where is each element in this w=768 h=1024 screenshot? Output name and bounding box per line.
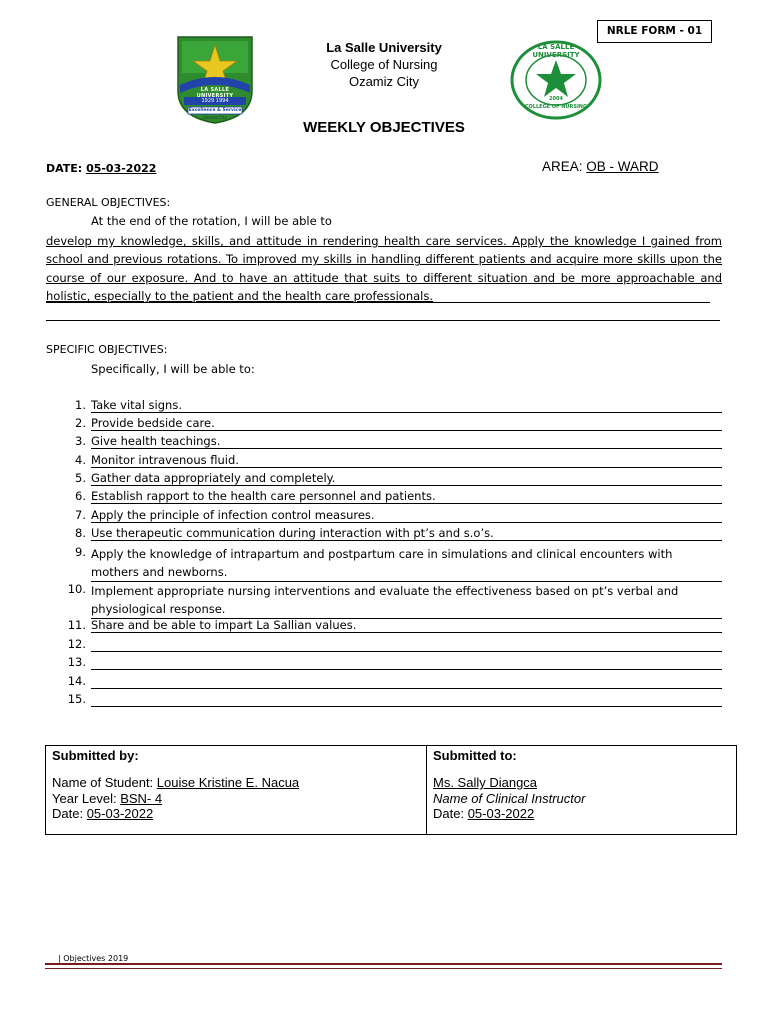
date-label: DATE: bbox=[46, 162, 83, 175]
instructor-name: Ms. Sally Diangca bbox=[433, 775, 538, 790]
objective-item bbox=[46, 545, 722, 581]
objective-number: 8. bbox=[75, 526, 86, 540]
submitted-to-cell bbox=[427, 746, 736, 834]
submitted-by-heading: Submitted by: bbox=[52, 748, 139, 763]
date-row bbox=[46, 162, 156, 175]
instructor-caption: Name of Clinical Instructor bbox=[433, 791, 586, 806]
objective-blank-line bbox=[91, 637, 722, 652]
objective-item bbox=[46, 582, 722, 618]
submitted-by-date-label: Date: bbox=[52, 806, 84, 821]
submitted-to-date-value: 05-03-2022 bbox=[467, 806, 535, 821]
seal-college-text: COLLEGE OF NURSING bbox=[524, 104, 588, 110]
seal-year: 2004 bbox=[549, 96, 563, 102]
submitted-by-date-value: 05-03-2022 bbox=[86, 806, 154, 821]
city-name: Ozamiz City bbox=[348, 74, 420, 89]
university-name: La Salle University bbox=[326, 40, 442, 55]
submitted-to-date-row bbox=[433, 806, 534, 821]
objective-item bbox=[46, 434, 722, 452]
shield-banner-text: LA SALLE UNIVERSITY bbox=[196, 87, 234, 99]
general-objectives-intro: At the end of the rotation, I will be able to bbox=[91, 214, 332, 228]
objective-text: Use therapeutic communication during interaction with pt’s and s.o’s. bbox=[91, 526, 722, 541]
objective-item bbox=[46, 471, 722, 489]
objective-item bbox=[46, 453, 722, 471]
objective-text: Establish rapport to the health care personnel and patients. bbox=[91, 489, 722, 504]
general-blank-line bbox=[46, 320, 720, 321]
year-level-row bbox=[52, 791, 162, 806]
submitted-by-date-row bbox=[52, 806, 153, 821]
objective-number: 4. bbox=[75, 453, 86, 467]
objective-text: Gather data appropriately and completely. bbox=[91, 471, 722, 486]
shield-years: 1929 1994 bbox=[201, 98, 229, 104]
footer-rule bbox=[45, 963, 722, 969]
objective-item bbox=[46, 526, 722, 544]
objective-number: 6. bbox=[75, 489, 86, 503]
submitted-to-heading: Submitted to: bbox=[433, 748, 517, 763]
shield-city: Ozamiz City bbox=[203, 115, 227, 120]
objective-number: 5. bbox=[75, 471, 86, 485]
specific-objectives-heading: SPECIFIC OBJECTIVES: bbox=[46, 343, 168, 356]
objective-blank-line bbox=[91, 655, 722, 670]
objective-number: 2. bbox=[75, 416, 86, 430]
submission-table bbox=[45, 745, 737, 835]
objective-number: 1. bbox=[75, 398, 86, 412]
objective-number: 14. bbox=[67, 674, 86, 688]
seal-ring-text: LA SALLE UNIVERSITY bbox=[532, 43, 580, 59]
objective-item bbox=[46, 618, 722, 636]
objective-text: Monitor intravenous fluid. bbox=[91, 453, 722, 468]
specific-objectives-intro: Specifically, I will be able to: bbox=[91, 362, 255, 376]
objective-item bbox=[46, 692, 722, 710]
document-title: WEEKLY OBJECTIVES bbox=[303, 119, 465, 136]
area-label: AREA: bbox=[542, 159, 583, 174]
objective-number: 3. bbox=[75, 434, 86, 448]
general-objectives-body bbox=[46, 232, 722, 305]
objective-text: Implement appropriate nursing interventions and evaluate the effectiveness based on pt’s verbal and physiological response. bbox=[91, 582, 722, 619]
general-fill-line bbox=[46, 302, 710, 303]
footer-label: | Objectives 2019 bbox=[58, 954, 129, 963]
objective-item bbox=[46, 398, 722, 416]
college-name: College of Nursing bbox=[330, 57, 438, 72]
objective-number: 15. bbox=[67, 692, 86, 706]
shield-motto: Excellence & Service bbox=[188, 108, 242, 113]
objective-blank-line bbox=[91, 674, 722, 689]
objective-number: 7. bbox=[75, 508, 86, 522]
objective-item bbox=[46, 489, 722, 507]
submitted-by-cell bbox=[46, 746, 427, 834]
area-row bbox=[542, 159, 659, 174]
objective-number: 11. bbox=[67, 618, 86, 632]
objective-item bbox=[46, 508, 722, 526]
general-objectives-text: develop my knowledge, skills, and attitude in rendering health care services. Apply the knowledge I gained from school and previous rotations. To improved my skills in handling different patients and acquire more skills upon the course of our exposure. And to have an attitude that suits to different situation and be more approachable and holistic, especially to the patient and the health care professionals. bbox=[46, 234, 722, 303]
objective-text: Give health teachings. bbox=[91, 434, 722, 449]
date-value: 05-03-2022 bbox=[86, 162, 157, 175]
objective-blank-line bbox=[91, 692, 722, 707]
objective-text: Share and be able to impart La Sallian values. bbox=[91, 618, 722, 633]
objective-number: 10. bbox=[67, 582, 86, 596]
area-value: OB - WARD bbox=[586, 159, 659, 174]
objective-item bbox=[46, 655, 722, 673]
college-seal-logo bbox=[510, 40, 602, 120]
objective-text: Provide bedside care. bbox=[91, 416, 722, 431]
student-name-label: Name of Student: bbox=[52, 775, 154, 790]
objective-number: 12. bbox=[67, 637, 86, 651]
objective-number: 9. bbox=[75, 545, 86, 559]
student-name-row bbox=[52, 775, 299, 790]
year-level-value: BSN- 4 bbox=[120, 791, 163, 806]
objective-item bbox=[46, 674, 722, 692]
general-objectives-heading: GENERAL OBJECTIVES: bbox=[46, 196, 171, 209]
objective-text: Apply the knowledge of intrapartum and postpartum care in simulations and clinical encounters with mothers and newborns. bbox=[91, 545, 722, 582]
objective-text: Apply the principle of infection control measures. bbox=[91, 508, 722, 523]
objective-number: 13. bbox=[67, 655, 86, 669]
objective-item bbox=[46, 416, 722, 434]
university-shield-logo bbox=[172, 33, 258, 125]
year-level-label: Year Level: bbox=[52, 791, 117, 806]
student-name-value: Louise Kristine E. Nacua bbox=[156, 775, 300, 790]
submitted-to-date-label: Date: bbox=[433, 806, 465, 821]
objective-text: Take vital signs. bbox=[91, 398, 722, 413]
objective-item bbox=[46, 637, 722, 655]
form-code-box: NRLE FORM - 01 bbox=[597, 20, 712, 43]
